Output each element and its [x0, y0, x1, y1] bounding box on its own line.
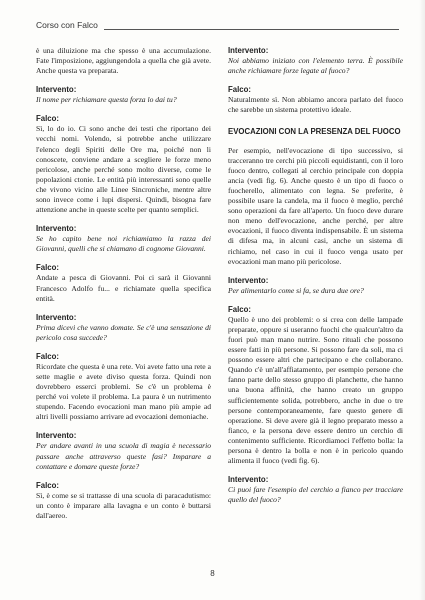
question-text: Noi abbiamo iniziato con l'elemento terra. È possibile anche richiamare forze legate al fuoco? [228, 56, 403, 76]
speaker-label: Falco: [228, 85, 251, 95]
speaker-label: Intervento: [36, 224, 77, 234]
speaker-label: Falco: [36, 351, 59, 361]
paragraph-text: Naturalmente sì. Non abbiamo ancora parlato del fuoco che sarebbe un sistema protettivo ideale. [228, 95, 403, 115]
paragraph-text: Sì, è come se si trattasse di una scuola di paracadutismo: un conto è imparare alla lavagna e un conto è buttarsi dall'aereo. [36, 490, 211, 520]
speaker-label: Intervento: [228, 46, 269, 55]
question-text: Ci puoi fare l'esempio del cerchio a fianco per tracciare quello del fuoco? [228, 485, 403, 505]
header-rule [104, 29, 399, 30]
paragraph-text: Sì, lo do io. Ci sono anche dei testi che riportano dei vecchi nomi. Volendo, si potrebbe anche utilizzare l'elenco degli Spiriti delle Ore ma, poiché non li conoscete, conviene andare a scegliere le forze meno pericolose, anche perché sono molto diverse, come le popolazioni ctonie. Le entità più interessanti sono quelle che vivono vicino alle Linee Sincroniche, mentre altre sono invece come i lupi dispersi. Quindi, bisogna fare attenzione anche in queste scelte per quanto semplici. [36, 124, 211, 215]
paragraph-text: Quello è uno dei problemi: o si crea con delle lampade preparate, oppure si useranno fuochi che qualcun'altro da fuori può man mano nutrire. Sono rituali che possono essere fatti in più persone. Si possono fare da soli, ma ci possono essere altri che partecipano e che collaborano. Quando c'è un'all'affiatamento, per esempio persone che fanno parte dello stesso gruppo di planchette, che hanno una buona affinità, che hanno creato un gruppo sufficientemente solida, potrebbero, anche in due o tre persone contemporaneamente, fare questo genere di operazione. Si deve avere già il legno preparato messo a fianco, e la persona deve essere dentro un cerchio di contenimento sufficiente. Ricordiamoci l'effetto bolla: la persona è dentro la bolla e non è in pericolo quando alimenta il fuoco (vedi fig. 6). [228, 314, 403, 466]
paragraph-text: è una diluizione ma che spesso è una accumulazione. Fate l'imposizione, aggiungendola a quella che già avete. Anche questa va preparata. [36, 46, 211, 76]
question-text: Per andare avanti in una scuola di magia è necessario passare anche attraverso queste fasi? Imparare a contattare e domare queste forze? [36, 441, 211, 471]
page-number: 8 [210, 569, 215, 578]
question-text: Il nome per richiamare questa forza lo dai tu? [36, 95, 177, 105]
question-text: Se ho capito bene noi richiamiamo la razza dei Giovanni, quelli che si chiamano di cognome Giovanni. [36, 234, 211, 254]
speaker-label: Falco: [36, 480, 59, 490]
speaker-label: Intervento: [228, 275, 269, 285]
speaker-label: Falco: [228, 304, 251, 314]
paragraph-text: Per esempio, nell'evocazione di tipo successivo, si tracceranno tre cerchi più piccoli equidistanti, con il loro fuoco dentro, collegati al cerchio principale con doppia ancia (vedi fig. 6). Anche questo è un tipo di fuoco o fuocherello, alimentato con legna. Se preferite, è possibile usare la candela, ma il fuoco è meglio, perché sono operazioni da fare all'aperto. Un fuoco deve durare non meno dell'evocazione, anche perché, per altre evocazioni, il fuoco diventa indispensabile. È un sistema di difesa ma, in alcuni casi, anche un sistema di richiamo, nel caso in cui il fuoco venga usato per evocazioni man mano più pericolose. [228, 145, 403, 266]
paragraph-text: Andate a pesca di Giovanni. Poi ci sarà il Giovanni Francesco Adolfo fu... e richiamate quella specifica entità. [36, 273, 211, 303]
paragraph-text: Ricordate che questa è una rete. Voi avete fatto una rete a sette maglie e avete diviso questa forza. Quindi non dovrebbero esserci problemi. Se c'è un problema è perché voi volete il problema. La paura è un nutrimento stupendo. Facendo evocazioni man mano più ampie ad altri livelli possiamo arrivare ad evocazioni demoniache. [36, 361, 211, 422]
speaker-label: Intervento: [36, 85, 77, 95]
speaker-label: Intervento: [36, 312, 77, 322]
speaker-label: Intervento: [36, 431, 77, 441]
right-column [228, 46, 403, 505]
speaker-label: Falco: [36, 263, 59, 273]
speaker-label: Intervento: [228, 475, 269, 485]
speaker-label: Falco: [36, 114, 59, 124]
section-heading: EVOCAZIONI CON LA PRESENZA DEL FUOCO [228, 127, 401, 137]
left-column [36, 46, 211, 521]
binding-shadow [419, 0, 425, 600]
running-header: Corso con Falco [36, 20, 98, 30]
question-text: Per alimentarlo come si fa, se dura due ore? [228, 285, 364, 295]
question-text: Prima dicevi che vanno domate. Se c'è una sensazione di pericolo cosa succede? [36, 322, 211, 342]
